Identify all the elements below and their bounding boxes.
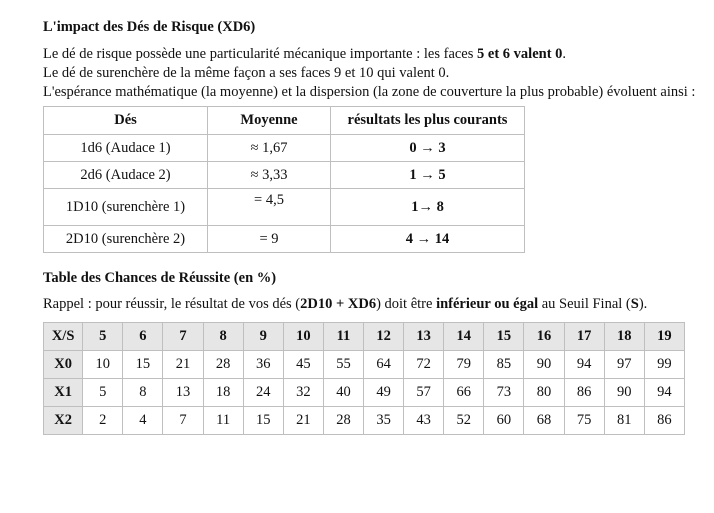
chances-cell: 86 — [564, 379, 604, 407]
chances-cell: 60 — [484, 407, 524, 435]
chances-header-s: 12 — [364, 323, 404, 351]
intro-line3-text: L'espérance mathématique (la moyenne) et la dispersion (la zone de couverture la plus probable) évoluent ainsi : — [43, 84, 696, 100]
chances-table — [43, 322, 685, 435]
chances-cell: 8 — [123, 379, 163, 407]
dice-header-moyenne: Moyenne — [208, 107, 331, 135]
page-title: L'impact des Dés de Risque (XD6) — [43, 19, 256, 35]
chances-cell: 80 — [524, 379, 564, 407]
chances-cell: 86 — [644, 407, 684, 435]
chances-header-s: 15 — [484, 323, 524, 351]
dice-cell-name: 1d6 (Audace 1) — [44, 135, 208, 162]
chances-cell: 57 — [404, 379, 444, 407]
chances-cell: 90 — [604, 379, 644, 407]
intro-paragraph — [43, 45, 714, 102]
chances-cell: 99 — [644, 351, 684, 379]
chances-cell: 18 — [203, 379, 243, 407]
chances-cell: 36 — [243, 351, 283, 379]
intro-line1-end: . — [562, 46, 567, 62]
chances-header-s: 18 — [604, 323, 644, 351]
chances-header-s: 19 — [644, 323, 684, 351]
chances-cell: 52 — [444, 407, 484, 435]
dice-cell-resultats: 1→ 8 — [331, 189, 525, 226]
chances-cell: 90 — [524, 351, 564, 379]
dice-cell-moyenne: = 4,5 — [208, 189, 331, 226]
chances-cell: 35 — [364, 407, 404, 435]
chances-cell: 55 — [323, 351, 363, 379]
dice-cell-resultats: 0 → 3 — [331, 135, 525, 162]
chances-header-s: 5 — [83, 323, 123, 351]
chances-cell: 72 — [404, 351, 444, 379]
chances-cell: 21 — [283, 407, 323, 435]
chances-header-corner: X/S — [44, 323, 83, 351]
chances-cell: 10 — [83, 351, 123, 379]
chances-cell: 73 — [484, 379, 524, 407]
chances-cell: 75 — [564, 407, 604, 435]
chances-row-label: X2 — [44, 407, 83, 435]
chances-row-label: X1 — [44, 379, 83, 407]
chances-header-s: 7 — [163, 323, 203, 351]
chances-header-row — [44, 323, 685, 351]
chances-cell: 15 — [243, 407, 283, 435]
table-row — [44, 135, 525, 162]
chances-cell: 40 — [323, 379, 363, 407]
dice-cell-name: 2d6 (Audace 2) — [44, 162, 208, 189]
chances-cell: 5 — [83, 379, 123, 407]
dice-cell-resultats: 4 → 14 — [331, 226, 525, 253]
chances-cell: 45 — [283, 351, 323, 379]
chances-title: Table des Chances de Réussite (en %) — [43, 270, 277, 286]
chances-cell: 13 — [163, 379, 203, 407]
chances-cell: 94 — [564, 351, 604, 379]
dice-cell-resultats: 1 → 5 — [331, 162, 525, 189]
dice-table — [43, 106, 525, 253]
chances-header-s: 10 — [283, 323, 323, 351]
intro-line1-text: Le dé de risque possède une particularité mécanique importante : les faces — [43, 46, 478, 62]
table-row — [44, 407, 685, 435]
dice-cell-moyenne: ≈ 3,33 — [208, 162, 331, 189]
chances-cell: 24 — [243, 379, 283, 407]
chances-cell: 64 — [364, 351, 404, 379]
chances-cell: 21 — [163, 351, 203, 379]
rappel-paragraph: Rappel : pour réussir, le résultat de vos dés (2D10 + XD6) doit être inférieur ou égal au Seuil Final (S). — [43, 296, 648, 312]
chances-header-s: 13 — [404, 323, 444, 351]
chances-cell: 49 — [364, 379, 404, 407]
chances-header-s: 6 — [123, 323, 163, 351]
chances-cell: 66 — [444, 379, 484, 407]
dice-cell-name: 1D10 (surenchère 1) — [44, 189, 208, 226]
chances-body — [44, 351, 685, 435]
table-row — [44, 226, 525, 253]
chances-cell: 4 — [123, 407, 163, 435]
dice-cell-name: 2D10 (surenchère 2) — [44, 226, 208, 253]
dice-table-header-row — [44, 107, 525, 135]
chances-cell: 94 — [644, 379, 684, 407]
chances-header-s: 9 — [243, 323, 283, 351]
chances-header-s: 11 — [323, 323, 363, 351]
chances-row-label: X0 — [44, 351, 83, 379]
table-row — [44, 162, 525, 189]
chances-header-s: 8 — [203, 323, 243, 351]
chances-cell: 68 — [524, 407, 564, 435]
dice-header-des: Dés — [44, 107, 208, 135]
chances-cell: 15 — [123, 351, 163, 379]
chances-cell: 79 — [444, 351, 484, 379]
table-row — [44, 351, 685, 379]
intro-line1-bold: 5 et 6 valent 0 — [477, 46, 563, 62]
chances-cell: 2 — [83, 407, 123, 435]
table-row — [44, 189, 525, 226]
chances-cell: 97 — [604, 351, 644, 379]
chances-header-s: 14 — [444, 323, 484, 351]
intro-line2-text: Le dé de surenchère de la même façon a ses faces 9 et 10 qui valent 0. — [43, 65, 450, 81]
dice-cell-moyenne: = 9 — [208, 226, 331, 253]
dice-cell-moyenne: ≈ 1,67 — [208, 135, 331, 162]
chances-header-s: 17 — [564, 323, 604, 351]
dice-header-resultats: résultats les plus courants — [331, 107, 525, 135]
chances-cell: 28 — [323, 407, 363, 435]
chances-cell: 7 — [163, 407, 203, 435]
chances-cell: 81 — [604, 407, 644, 435]
chances-cell: 32 — [283, 379, 323, 407]
chances-cell: 43 — [404, 407, 444, 435]
chances-cell: 11 — [203, 407, 243, 435]
chances-header-s: 16 — [524, 323, 564, 351]
table-row — [44, 379, 685, 407]
chances-cell: 28 — [203, 351, 243, 379]
chances-cell: 85 — [484, 351, 524, 379]
